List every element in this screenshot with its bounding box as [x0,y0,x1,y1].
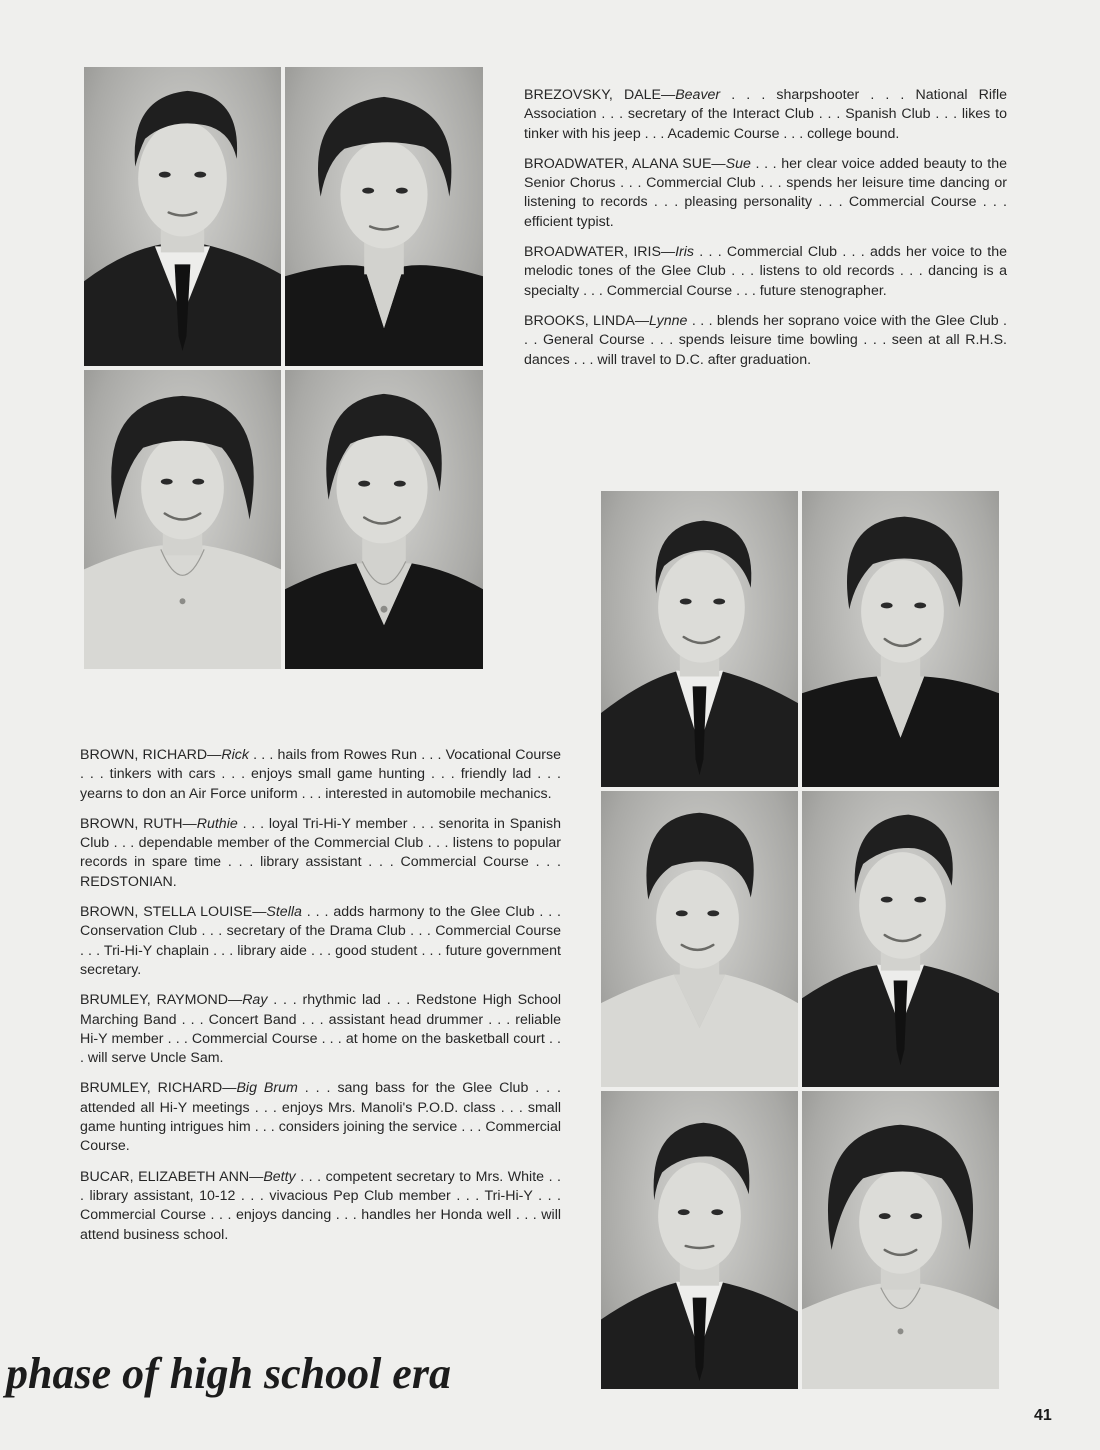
bio-entry [80,991,561,1068]
bio-name: BREZOVSKY, DALE— [524,87,676,103]
bio-nickname: Beaver [675,87,721,103]
portrait-brooks-linda [285,370,483,669]
bio-entry [524,243,1007,301]
bio-nickname: Ruthie [196,815,238,832]
bio-entry [80,1079,561,1156]
bio-text: . . . her clear voice added beauty to the Senior Chorus . . . Commercial Club . . . spends her leisure time dancing or listening to records . . . pleasing personality . . . Commercial Course . . . efficient typist. [524,155,1007,230]
bio-text: . . . rhythmic lad . . . Redstone High School Marching Band . . . Concert Band . . . assistant head drummer . . . reliable Hi-Y member . . . Commercial Course . . . at home on the basketball court . . . will serve Uncle Sam. [80,992,562,1067]
bio-text: . . . adds harmony to the Glee Club . . . Conservation Club . . . secretary of the Drama Club . . . Commercial Course . . . Tri-Hi-Y chaplain . . . library aide . . . good student . . . future government secretary. [80,904,561,978]
bio-name: BROWN, STELLA LOUISE— [80,904,267,921]
bio-nickname: Ray [242,992,268,1009]
bios-top-column [524,86,1007,381]
portrait-brumley-richard [601,1091,798,1389]
bio-nickname: Iris [675,244,695,261]
portrait-grid-bottom [601,491,999,1389]
bio-entry [524,86,1007,144]
bio-nickname: Stella [266,904,302,921]
page-number: 41 [1034,1407,1052,1424]
bio-name: BRUMLEY, RAYMOND— [80,992,243,1009]
page-tagline: phase of high school era [6,1349,451,1398]
bio-text: . . . blends her soprano voice with the Glee Club . . . General Course . . . spends leisure time bowling . . . seen at all R.H.S. dances . . . will travel to D.C. after graduation. [524,312,1007,368]
bio-entry [80,815,561,892]
bio-text: . . . sang bass for the Glee Club . . . attended all Hi-Y meetings . . . enjoys Mrs. Manoli's P.O.D. class . . . small game hunting intrigues him . . . considers joining the service . . . Commercial Course. [80,1080,561,1155]
bio-name: BUCAR, ELIZABETH ANN— [80,1168,264,1185]
bios-bottom-column [80,746,561,1256]
portrait-brown-stella [601,791,798,1087]
bio-nickname: Big Brum [236,1080,298,1097]
bio-text: . . . hails from Rowes Run . . . Vocational Course . . . tinkers with cars . . . enjoys small game hunting . . . friendly lad . . . yearns to don an Air Force uniform . . . interested in automobile mechanics. [80,747,561,802]
portrait-brown-ruth [802,491,999,787]
bio-text: . . . sharpshooter . . . National Rifle Association . . . secretary of the Interact Club . . . Spanish Club . . . likes to tinker with his jeep . . . Academic Course . . . college bound. [524,87,1008,142]
bio-name: BROWN, RICHARD— [80,747,222,763]
bio-name: BROOKS, LINDA— [524,312,650,329]
portrait-broadwater-alana [285,67,483,366]
bio-name: BRUMLEY, RICHARD— [80,1080,237,1097]
bio-entry [524,155,1007,232]
bio-nickname: Betty [263,1168,296,1185]
portrait-brezovsky-dale [84,67,281,366]
portrait-brumley-raymond [802,791,999,1087]
bio-nickname: Sue [725,155,751,172]
bio-nickname: Lynne [649,312,688,329]
portrait-broadwater-iris [84,370,281,669]
bio-nickname: Rick [221,747,249,763]
bio-text: . . . competent secretary to Mrs. White . . . library assistant, 10-12 . . . vivacious Pep Club member . . . Tri-Hi-Y . . . Commercial Course . . . enjoys dancing . . . handles her Honda well . . . will attend business school. [80,1168,561,1243]
portrait-grid-top [84,67,483,669]
bio-name: BROADWATER, ALANA SUE— [524,155,726,172]
bio-entry [524,312,1007,370]
bio-entry [80,1168,561,1245]
bio-name: BROWN, RUTH— [80,815,197,832]
bio-entry [80,903,561,980]
bio-entry [80,746,561,804]
portrait-bucar-elizabeth [802,1091,999,1389]
bio-text: . . . loyal Tri-Hi-Y member . . . senorita in Spanish Club . . . dependable member of the Commercial Club . . . listens to popular records in spare time . . . library assistant . . . Commercial Course . . . REDSTONIAN. [80,815,561,890]
bio-text: . . . Commercial Club . . . adds her voice to the melodic tones of the Glee Club . . . listens to old records . . . dancing is a specialty . . . Commercial Course . . . future stenographer. [524,244,1007,299]
portrait-brown-richard [601,491,798,787]
bio-name: BROADWATER, IRIS— [524,244,676,261]
